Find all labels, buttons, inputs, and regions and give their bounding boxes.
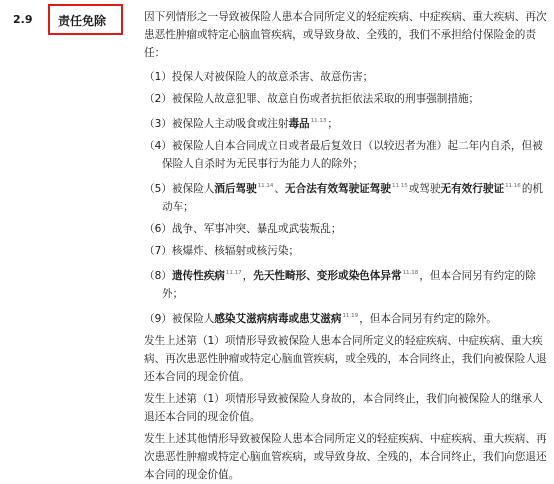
exclusion-item-7: （7）核爆炸、核辐射或核污染； — [144, 245, 300, 257]
item-text: ， — [242, 270, 254, 282]
defined-term-congenital-malformation: 先天性畸形、变形或染色体异常 — [253, 270, 402, 282]
consequence-paragraph-2: 发生上述第（1）项情形导致被保险人身故的，本合同终止，我们向被保险人的继承人退还本合同的现金价值。 — [144, 393, 543, 423]
item-text: ，但本合同另有约定的除外。 — [359, 313, 497, 325]
exclusion-item-9 — [144, 307, 548, 328]
term-reference: 11.13 — [310, 118, 327, 124]
exclusion-item-8 — [144, 264, 548, 303]
consequence-paragraph-1: 发生上述第（1）项情形导致被保险人患本合同所定义的轻症疾病、中症疾病、重大疾病、再次患恶性肿瘤或特定心脑血管疾病，或全残的，本合同终止，我们向被保险人退还本合同的现金价值。 — [144, 335, 547, 383]
item-text: 或驾驶 — [408, 183, 441, 195]
item-text: ； — [327, 118, 338, 130]
term-reference: 11.19 — [342, 313, 359, 319]
exclusion-item-2: （2）被保险人故意犯罪、故意自伤或者抗拒依法采取的刑事强制措施； — [144, 93, 480, 105]
defined-term-hiv-aids: 感染艾滋病病毒或患艾滋病 — [214, 313, 342, 325]
item-text: （8） — [144, 270, 172, 282]
defined-term-drugs: 毒品 — [288, 118, 310, 130]
section-body — [144, 8, 548, 484]
item-text: 的机动车； — [162, 183, 543, 213]
term-reference: 11.16 — [505, 183, 521, 189]
defined-term-no-registration: 无有效行驶证 — [440, 183, 505, 195]
item-text: （5）被保险人 — [144, 183, 215, 195]
item-text: （3）被保险人主动吸食或注射 — [144, 118, 289, 130]
exclusion-item-3 — [144, 112, 548, 133]
consequence-paragraph-3: 发生上述其他情形导致被保险人患本合同所定义的轻症疾病、中症疾病、重大疾病、再次患恶性肿瘤或特定心脑血管疾病，或导致身故、全残的，本合同终止，我们向您退还本合同的现金价值。 — [144, 433, 547, 481]
term-reference: 11.14 — [257, 183, 274, 189]
defined-term-hereditary-disease: 遗传性疾病 — [171, 270, 225, 282]
section-number: 2.9 — [13, 13, 33, 26]
intro-paragraph: 因下列情形之一导致被保险人患本合同所定义的轻症疾病、中症疾病、重大疾病、再次患恶性肿瘤或特定心脑血管疾病，或导致身故、全残的，我们不承担给付保险金的责任： — [144, 11, 547, 59]
exclusion-item-1: （1）投保人对被保险人的故意杀害、故意伤害； — [144, 71, 374, 83]
exclusion-item-5 — [144, 177, 548, 216]
exclusion-item-6: （6）战争、军事冲突、暴乱或武装叛乱； — [144, 223, 342, 235]
item-text: （9）被保险人 — [144, 313, 215, 325]
item-text: ，但本合同另有约定的除外； — [162, 270, 536, 300]
item-text: 、 — [274, 183, 286, 195]
term-reference: 11.18 — [402, 270, 419, 276]
term-reference: 11.15 — [391, 183, 408, 189]
term-reference: 11.17 — [225, 270, 242, 276]
section-title: 责任免除 — [58, 14, 107, 28]
defined-term-no-license: 无合法有效驾驶证驾驶 — [285, 183, 391, 195]
exclusion-item-4: （4）被保险人自本合同成立日或者最后复效日（以较迟者为准）起二年内自杀，但被保险人自杀时为无民事行为能力人的除外； — [144, 140, 543, 170]
defined-term-drunk-driving: 酒后驾驶 — [214, 183, 257, 195]
